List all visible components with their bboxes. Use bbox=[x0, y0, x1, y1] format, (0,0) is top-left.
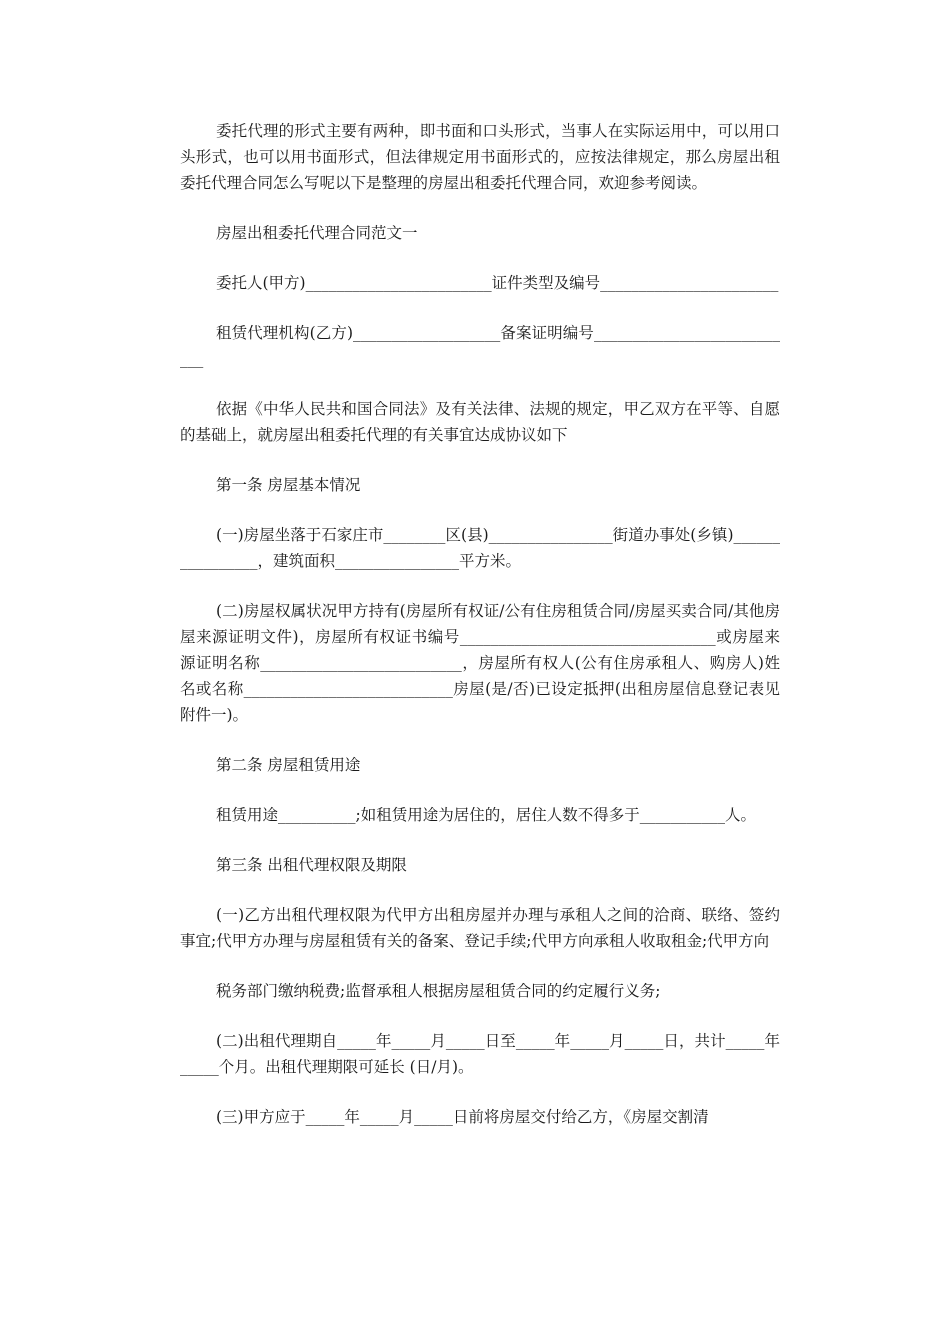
intro-paragraph: 委托代理的形式主要有两种，即书面和口头形式，当事人在实际运用中，可以用口头形式，也可以用书面形式，但法律规定用书面形式的，应按法律规定，那么房屋出租委托代理合同怎么写呢以下是整理的房屋出租委托代理合同，欢迎参考阅读。 bbox=[180, 122, 780, 192]
principal-party-line: 委托人(甲方)________________________证件类型及编号_______________________ bbox=[216, 274, 779, 292]
article-3-clause-1: (一)乙方出租代理权限为代甲方出租房屋并办理与承租人之间的洽商、联络、签约事宜;代甲方办理与房屋租赁有关的备案、登记手续;代甲方向承租人收取租金;代甲方向 bbox=[180, 906, 780, 950]
article-1-clause-1: (一)房屋坐落于石家庄市________区(县)________________街道办事处(乡镇)________________，建筑面积________________平方米。 bbox=[180, 526, 780, 570]
article-3-heading: 第三条 出租代理权限及期限 bbox=[216, 856, 407, 874]
legal-basis-paragraph: 依据《中华人民共和国合同法》及有关法律、法规的规定，甲乙双方在平等、自愿的基础上，就房屋出租委托代理的有关事宜达成协议如下 bbox=[180, 400, 780, 444]
article-1-clause-2: (二)房屋权属状况甲方持有(房屋所有权证/公有住房租赁合同/房屋买卖合同/其他房屋来源证明文件)，房屋所有权证书编号_________________________________或房屋来源证明名称__________________________，房屋所有权人(公有住房承租人、购房人)姓名或名称___________________________房屋(是/否)已设定抵押(出租房屋信息登记表见附件一)。 bbox=[180, 602, 780, 724]
article-3-clause-2: (二)出租代理期自_____年_____月_____日至_____年_____月_____日，共计_____年_____个月。出租代理期限可延长 (日/月)。 bbox=[180, 1032, 780, 1076]
article-2-heading: 第二条 房屋租赁用途 bbox=[216, 756, 361, 774]
article-3-clause-1-continued: 税务部门缴纳税费;监督承租人根据房屋租赁合同的约定履行义务; bbox=[216, 982, 661, 1000]
article-3-clause-3: (三)甲方应于_____年_____月_____日前将房屋交付给乙方，《房屋交割清 bbox=[216, 1108, 709, 1126]
agent-party-line: 租赁代理机构(乙方)___________________备案证明编号___________________________ bbox=[180, 324, 780, 368]
document-page bbox=[180, 118, 780, 1154]
contract-title: 房屋出租委托代理合同范文一 bbox=[216, 224, 418, 242]
article-1-heading: 第一条 房屋基本情况 bbox=[216, 476, 361, 494]
article-2-clause: 租赁用途__________;如租赁用途为居住的，居住人数不得多于___________人。 bbox=[216, 806, 756, 824]
